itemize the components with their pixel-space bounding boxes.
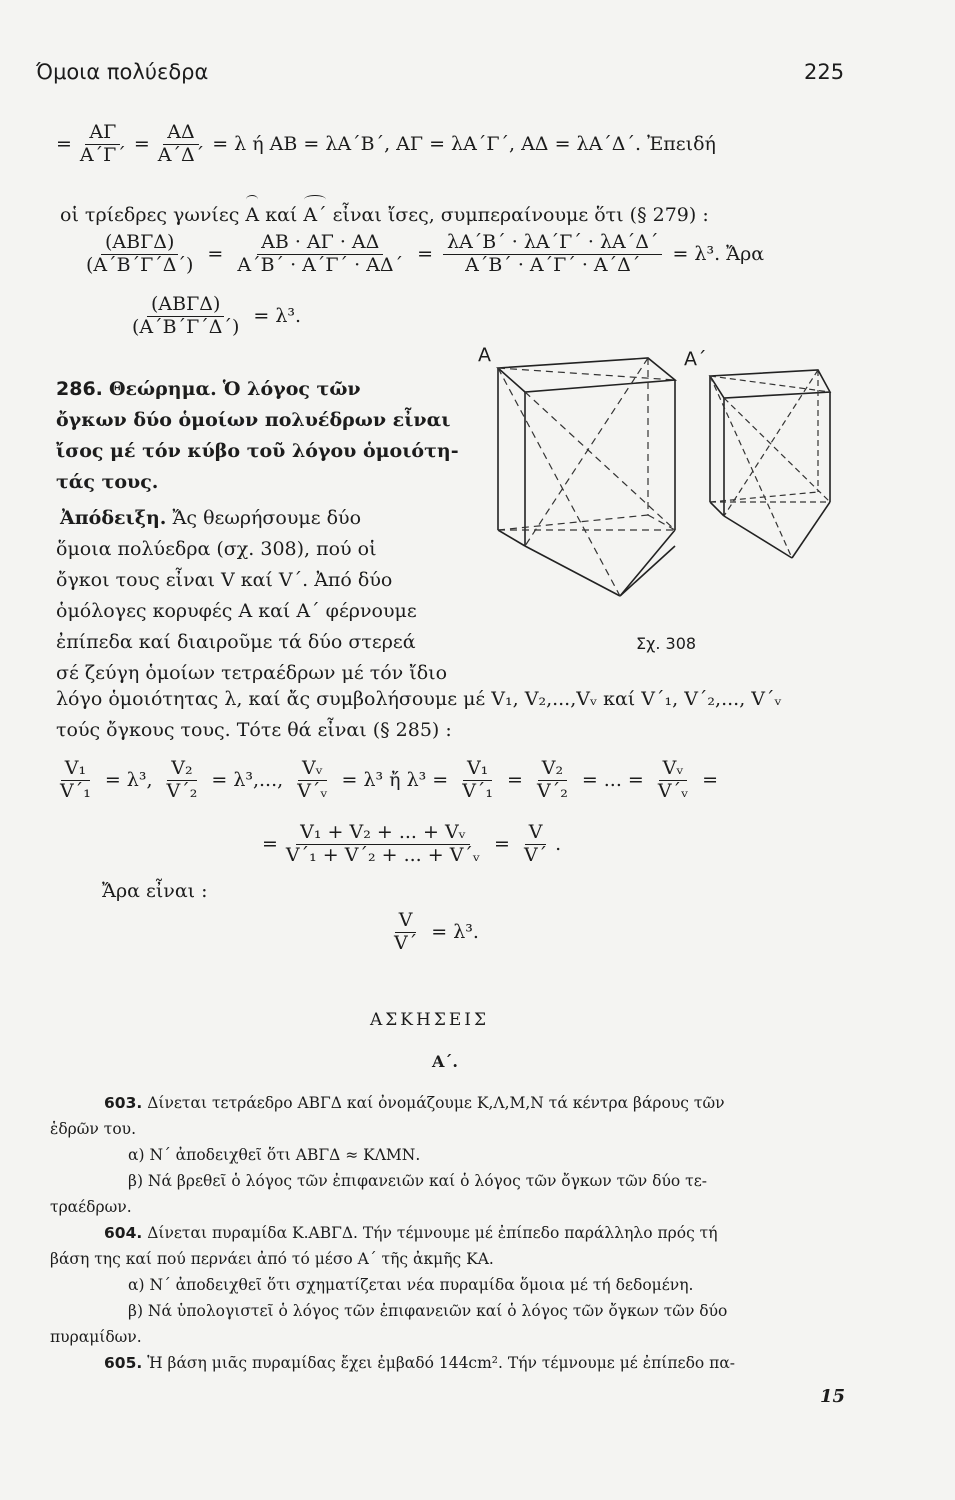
fraction	[390, 910, 421, 955]
formula-rhs: = λ³.	[431, 921, 479, 944]
numerator: V₁ + V₂ + ... + Vᵥ	[296, 822, 470, 845]
proof-heading	[60, 507, 361, 529]
exercise-604-b-cont: πυραμίδων.	[50, 1328, 142, 1346]
angle-a: Α	[245, 204, 260, 226]
fraction	[293, 758, 331, 803]
exercise-603-b-cont: τραέδρων.	[50, 1198, 132, 1216]
denominator: V΄ᵥ	[297, 779, 328, 802]
theorem-line: τάς τους.	[56, 471, 159, 493]
text: οἱ τρίεδρες γωνίες	[60, 204, 246, 226]
fraction	[233, 232, 407, 277]
numerator: V₁	[61, 758, 90, 781]
figure-308-prisms	[470, 340, 850, 630]
text: καί	[259, 204, 304, 226]
numerator: V₁	[463, 758, 492, 781]
term: = λ³,	[104, 769, 153, 792]
denominator: V΄₂	[536, 779, 568, 802]
term: = λ³,...,	[211, 769, 284, 792]
denominator: Α΄Δ΄	[157, 143, 205, 166]
fraction	[282, 822, 484, 867]
theorem-line: Ὁ λόγος τῶν	[222, 378, 361, 400]
denominator: V΄ᵥ	[657, 779, 689, 802]
term: = ... =	[581, 769, 644, 792]
theorem-label: Θεώρημα.	[108, 378, 217, 400]
denominator: V΄	[523, 843, 548, 866]
fraction	[533, 758, 572, 803]
proof-line: σέ ζεύγη ὁμοίων τετραέδρων μέ τόν ἴδιο	[56, 662, 448, 684]
term: = λ³ ἤ λ³ =	[341, 769, 449, 792]
fraction	[76, 122, 130, 167]
proof-line: ἐπίπεδα καί διαιροῦμε τά δύο στερεά	[56, 631, 416, 653]
exercise-603-line	[104, 1094, 725, 1112]
proof-line: τούς ὄγκους τους. Τότε θά εἶναι (§ 285) :	[56, 719, 452, 741]
fraction	[163, 758, 202, 803]
proof-line: λόγο ὁμοιότητας λ, καί ἄς συμβολήσουμε μέ V₁, V₂,...,Vᵥ καί V΄₁, V΄₂,..., V΄ᵥ	[56, 688, 782, 710]
numerator: ΑΔ	[163, 122, 198, 145]
theorem-number: 286.	[56, 378, 103, 400]
formula-result: = λ³. Ἄρα	[672, 243, 765, 266]
equals: =	[133, 133, 150, 156]
numerator: V	[525, 822, 547, 845]
fraction	[520, 822, 551, 867]
fraction	[56, 758, 95, 803]
proof-text: Ἄς θεωρήσουμε δύο	[172, 507, 362, 529]
equals: =	[417, 243, 434, 266]
numerator: V	[395, 910, 417, 933]
exercise-603-b: β) Νά βρεθεῖ ὁ λόγος τῶν ἐπιφανειῶν καί ὁ λόγος τῶν ὄγκων τῶν δύο τε-	[128, 1172, 707, 1190]
volume-formula	[52, 758, 724, 803]
theorem-line: ὄγκων δύο ὁμοίων πολυέδρων εἶναι	[56, 409, 451, 431]
term: =	[507, 769, 523, 792]
exercises-title: ΑΣΚΗΣΕΙΣ	[370, 1010, 489, 1030]
formula-rhs: = λ³.	[253, 305, 302, 328]
proof-line: ὅμοια πολύεδρα (σχ. 308), πού οἱ	[56, 538, 377, 560]
denominator: V΄	[394, 931, 418, 954]
numerator: Vᵥ	[659, 758, 688, 781]
exercises-subtitle: Α΄.	[432, 1052, 458, 1071]
fraction	[82, 232, 197, 277]
ratio-result	[124, 294, 307, 339]
numerator: ΑΒ · ΑΓ · ΑΔ	[257, 232, 383, 255]
term: =	[702, 769, 719, 792]
fraction	[154, 122, 208, 167]
exercise-604-line: βάση της καί πού περνάει ἀπό τό μέσο Α΄ τῆς ἀκμῆς ΚΑ.	[50, 1250, 494, 1268]
numerator: λΑ΄Β΄ · λΑ΄Γ΄ · λΑ΄Δ΄	[443, 232, 662, 255]
proof-line: ὁμόλογες κορυφές Α καί Α΄ φέρνουμε	[56, 600, 417, 622]
angle-a-prime: Α΄	[303, 204, 327, 226]
exercise-text: Δίνεται τετράεδρο ΑΒΓΔ καί ὀνομάζουμε Κ,Λ,Μ,Ν τά κέντρα βάρους τῶν	[147, 1094, 725, 1112]
fraction	[654, 758, 692, 803]
figure-label-a-prime: Α΄	[684, 348, 707, 370]
fraction	[458, 758, 497, 803]
formula-tail: .	[555, 833, 562, 856]
theorem-line: ἴσος μέ τόν κύβο τοῦ λόγου ὁμοιότη-	[56, 440, 459, 462]
running-title: Όμοια πολύεδρα	[36, 60, 209, 84]
denominator: (Α΄Β΄Γ΄Δ΄)	[86, 253, 194, 276]
triedral-line	[60, 204, 709, 226]
figure-caption: Σχ. 308	[636, 634, 697, 653]
equals: =	[494, 833, 510, 856]
numerator: (ΑΒΓΔ)	[147, 294, 224, 317]
therefore-text: Ἄρα εἶναι :	[102, 880, 208, 902]
top-formula	[56, 122, 716, 167]
exercise-603-a: α) Ν΄ ἀποδειχθεῖ ὅτι ΑΒΓΔ ≈ ΚΛΜΝ.	[128, 1146, 421, 1164]
equals: =	[207, 243, 224, 266]
formula-lead: =	[56, 133, 72, 156]
denominator: V΄₁ + V΄₂ + ... + V΄ᵥ	[285, 843, 481, 866]
proof-label: Ἀπόδειξη.	[60, 507, 167, 529]
numerator: ΑΓ	[85, 122, 120, 145]
fraction	[128, 294, 243, 339]
denominator: Α΄Γ΄	[79, 143, 126, 166]
sum-formula	[262, 822, 561, 867]
text: εἶναι ἴσες, συμπεραίνουμε ὅτι (§ 279) :	[326, 204, 709, 226]
numerator: (ΑΒΓΔ)	[101, 232, 178, 255]
formula-tail: = λ ή ΑΒ = λΑ΄Β΄, ΑΓ = λΑ΄Γ΄, ΑΔ = λΑ΄Δ΄. Ἐπειδή	[212, 133, 716, 156]
denominator: V΄₂	[166, 779, 198, 802]
denominator: (Α΄Β΄Γ΄Δ΄)	[132, 315, 240, 338]
ratio-formula	[78, 232, 770, 277]
exercise-text: Ἡ βάση μιᾶς πυραμίδας ἔχει ἐμβαδό 144cm². Τήν τέμνουμε μέ ἐπίπεδο πα-	[147, 1354, 736, 1372]
numerator: Vᵥ	[298, 758, 327, 781]
proof-line: ὄγκοι τους εἶναι V καί V΄. Ἀπό δύο	[56, 569, 393, 591]
exercise-603-line: ἑδρῶν του.	[50, 1120, 137, 1138]
signature-mark: 15	[820, 1386, 846, 1407]
denominator: V΄₁	[60, 779, 91, 802]
figure-label-a: Α	[478, 344, 491, 366]
exercise-604-line	[104, 1224, 718, 1242]
final-formula	[386, 910, 485, 955]
fraction	[443, 232, 662, 277]
exercise-number: 605.	[104, 1354, 143, 1372]
exercise-605-line	[104, 1354, 735, 1372]
exercise-604-a: α) Ν΄ ἀποδειχθεῖ ὅτι σχηματίζεται νέα πυραμίδα ὅμοια μέ τή δεδομένη.	[128, 1276, 694, 1294]
formula-lead: =	[262, 833, 278, 856]
denominator: Α΄Β΄ · Α΄Γ΄ · Α΄Δ΄	[465, 253, 641, 276]
denominator: Α΄Β΄ · Α΄Γ΄ · ΑΔ΄	[237, 253, 404, 276]
exercise-number: 604.	[104, 1224, 143, 1242]
theorem-heading	[56, 378, 361, 400]
numerator: V₂	[538, 758, 567, 781]
page-number: 225	[804, 60, 845, 84]
exercise-number: 603.	[104, 1094, 143, 1112]
exercise-604-b: β) Νά ὑπολογιστεῖ ὁ λόγος τῶν ἐπιφανειῶν καί ὁ λόγος τῶν ὄγκων τῶν δύο	[128, 1302, 728, 1320]
denominator: V΄₁	[462, 779, 494, 802]
exercise-text: Δίνεται πυραμίδα Κ.ΑΒΓΔ. Τήν τέμνουμε μέ ἐπίπεδο παράλληλο πρός τή	[147, 1224, 718, 1242]
numerator: V₂	[167, 758, 196, 781]
